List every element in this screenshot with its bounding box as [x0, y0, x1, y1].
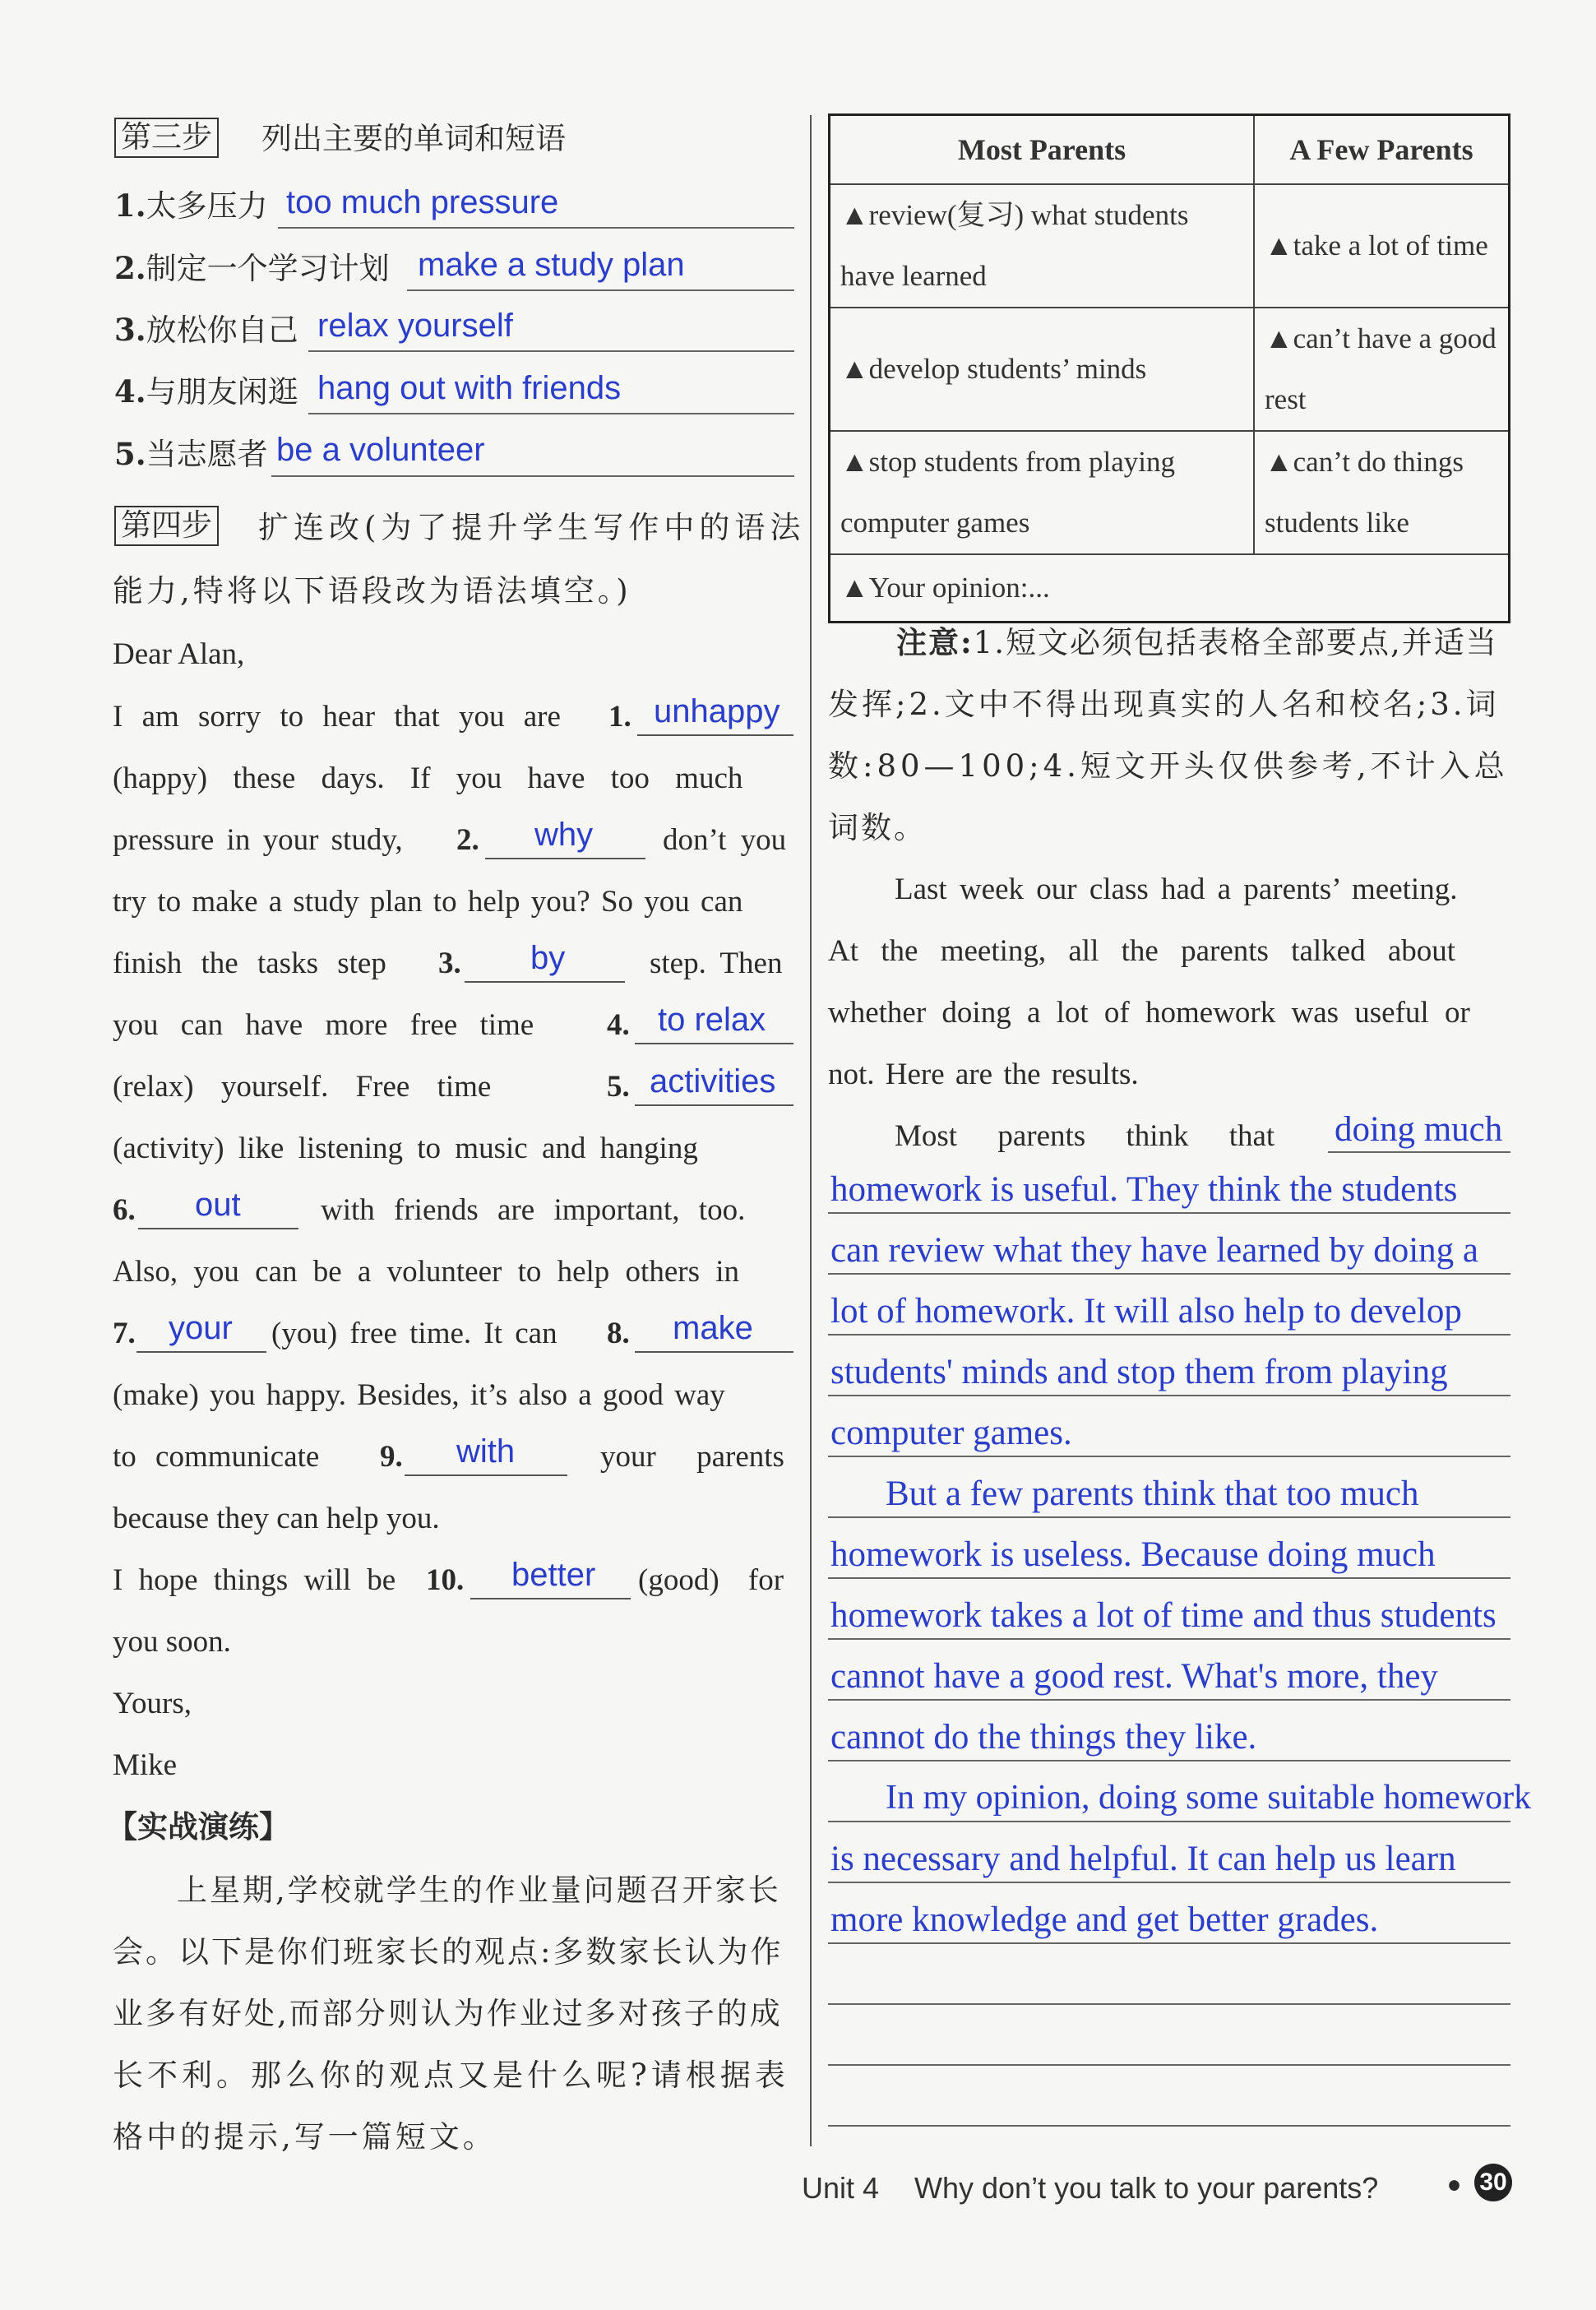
- writing-line: [828, 1212, 1510, 1214]
- essay-answer-line: In my opinion, doing some suitable homework: [886, 1779, 1532, 1817]
- step4-title-line1: 扩连改(为了提升学生写作中的语法: [258, 510, 806, 545]
- phrase-item-2: 2.制定一个学习计划: [114, 250, 390, 286]
- table-header-row: [830, 115, 1510, 185]
- phrase-answer-4: hang out with friends: [317, 370, 622, 406]
- essay-start-line: whether doing a lot of homework was useful or: [828, 996, 1470, 1030]
- letter-line: I hope things will be: [113, 1563, 396, 1597]
- writing-line: [828, 1942, 1510, 1944]
- table-cell: ▲take a lot of time: [1254, 184, 1510, 308]
- letter-closing: Yours,: [113, 1687, 192, 1720]
- phrase-item-4: 4.与朋友闲逛: [114, 373, 298, 410]
- blank-number: 2.: [456, 823, 479, 857]
- blank-number: 5.: [607, 1070, 630, 1104]
- step4-label: 第四步: [114, 506, 219, 546]
- phrase-answer-3: relax yourself: [317, 308, 513, 344]
- blank-line: [138, 1228, 298, 1229]
- letter-greeting: Dear Alan,: [113, 637, 245, 671]
- writing-line: [828, 2064, 1510, 2066]
- blank-line: [635, 1351, 793, 1353]
- letter-line: don’t you: [663, 823, 787, 857]
- table-cell: ▲can’t do things students like: [1254, 431, 1510, 554]
- blank-answer: unhappy: [654, 693, 780, 729]
- answer-line: [308, 413, 794, 414]
- phrase-item-3: 3.放松你自己: [114, 312, 298, 348]
- blank-line: [635, 1104, 793, 1106]
- essay-answer-line: homework is useful. They think the students: [830, 1170, 1458, 1209]
- table-row: [830, 308, 1510, 431]
- table-footer-row: [830, 554, 1510, 622]
- table-row: [830, 431, 1510, 554]
- essay-answer-line: is necessary and helpful. It can help us learn: [830, 1840, 1456, 1878]
- writing-line: [828, 1516, 1510, 1518]
- letter-line: (happy) these days. If you have too much: [113, 762, 743, 795]
- blank-answer: why: [534, 817, 594, 853]
- writing-line: [828, 1456, 1510, 1457]
- practice-line: 格中的提示,写一篇短文。: [113, 2119, 497, 2155]
- blank-answer: by: [530, 940, 566, 976]
- blank-number: 3.: [438, 947, 461, 980]
- letter-line: to communicate: [113, 1440, 320, 1474]
- blank-answer: better: [511, 1557, 596, 1593]
- practice-heading: 【实战演练】: [107, 1808, 289, 1845]
- writing-line: [828, 2003, 1510, 2005]
- blank-number: 4.: [607, 1008, 630, 1042]
- phrase-answer-1: too much pressure: [286, 184, 559, 220]
- essay-start-line: At the meeting, all the parents talked about: [828, 934, 1456, 968]
- blank-line: [405, 1474, 567, 1476]
- blank-line: [470, 1598, 631, 1599]
- answer-line: [271, 475, 794, 477]
- letter-line: (activity) like listening to music and hanging: [113, 1132, 698, 1165]
- answer-line: [308, 350, 794, 352]
- table-cell: ▲can’t have a good rest: [1254, 308, 1510, 431]
- writing-line: [828, 1821, 1510, 1822]
- practice-line: 长不利。那么你的观点又是什么呢?请根据表: [113, 2058, 789, 2093]
- letter-line: I am sorry to hear that you are: [113, 700, 561, 734]
- letter-line: try to make a study plan to help you? So you can: [113, 885, 743, 919]
- page-number: 30: [1474, 2164, 1512, 2201]
- writing-line: [828, 1760, 1510, 1761]
- writing-line: [828, 1882, 1510, 1883]
- letter-line: (relax) yourself. Free time: [113, 1070, 492, 1104]
- essay-answer-line: doing much: [1335, 1110, 1503, 1149]
- essay-start-line: Most parents think that: [895, 1119, 1275, 1153]
- phrase-answer-2: make a study plan: [418, 247, 685, 283]
- answer-line: [278, 227, 794, 229]
- letter-line: step. Then: [650, 947, 783, 980]
- blank-number: 6.: [113, 1193, 136, 1227]
- writing-line: [828, 1638, 1510, 1640]
- practice-line: 上星期,学校就学生的作业量问题召开家长: [177, 1873, 781, 1908]
- phrase-item-5: 5.当志愿者: [114, 436, 268, 472]
- blank-answer: your: [169, 1310, 233, 1346]
- blank-line: [136, 1351, 266, 1353]
- step3-title: 列出主要的单词和短语: [261, 121, 566, 156]
- table-header-most: Most Parents: [830, 115, 1255, 185]
- table-cell: ▲stop students from playing computer games: [830, 431, 1255, 554]
- notes-line: 词数。: [828, 810, 927, 845]
- essay-start-line: Last week our class had a parents’ meeting.: [895, 873, 1458, 906]
- step3-label: 第三步: [114, 118, 219, 158]
- writing-line: [828, 1334, 1510, 1336]
- table-footer: ▲Your opinion:...: [830, 554, 1510, 622]
- letter-line: (make) you happy. Besides, it’s also a good way: [113, 1378, 725, 1412]
- essay-answer-line: homework is useless. Because doing much: [830, 1535, 1436, 1574]
- essay-answer-line: can review what they have learned by doing a: [830, 1231, 1479, 1270]
- notes-line: 发挥;2.文中不得出现真实的人名和校名;3.词: [828, 687, 1500, 722]
- writing-line: [828, 1699, 1510, 1701]
- blank-line: [635, 1043, 793, 1044]
- writing-line: [1328, 1151, 1510, 1153]
- writing-line: [828, 1395, 1510, 1396]
- letter-line: with friends are important, too.: [321, 1193, 746, 1227]
- essay-answer-line: lot of homework. It will also help to develop: [830, 1292, 1462, 1331]
- letter-line: (you) free time. It can: [271, 1317, 557, 1350]
- blank-number: 10.: [426, 1563, 465, 1597]
- blank-answer: make: [673, 1310, 753, 1346]
- practice-line: 会。以下是你们班家长的观点:多数家长认为作: [113, 1934, 784, 1970]
- letter-signature: Mike: [113, 1748, 178, 1782]
- letter-line: pressure in your study,: [113, 823, 403, 857]
- essay-start-line: not. Here are the results.: [828, 1058, 1139, 1091]
- essay-answer-line: cannot have a good rest. What's more, they: [830, 1657, 1438, 1696]
- writing-line: [828, 1577, 1510, 1579]
- blank-line: [485, 858, 645, 859]
- essay-answer-line: cannot do the things they like.: [830, 1718, 1257, 1757]
- footer-unit: Unit 4: [802, 2171, 880, 2205]
- letter-line: because they can help you.: [113, 1502, 440, 1535]
- essay-answer-line: computer games.: [830, 1414, 1072, 1452]
- notes-line-1: 注意:1.短文必须包括表格全部要点,并适当: [896, 624, 1498, 660]
- notes-line: 数:80—100;4.短文开头仅供参考,不计入总: [828, 748, 1509, 784]
- blank-answer: activities: [650, 1063, 776, 1099]
- opinions-table: [828, 113, 1510, 623]
- letter-line: (good) for: [638, 1563, 784, 1597]
- blank-line: [637, 734, 793, 736]
- practice-line: 业多有好处,而部分则认为作业过多对孩子的成: [113, 1996, 783, 2031]
- step4-title-line2: 能力,特将以下语段改为语法填空。): [113, 573, 631, 609]
- essay-answer-line: more knowledge and get better grades.: [830, 1900, 1379, 1939]
- table-cell: ▲develop students’ minds: [830, 308, 1255, 431]
- footer-title: Why don’t you talk to your parents?: [914, 2171, 1379, 2205]
- phrase-answer-5: be a volunteer: [276, 432, 485, 468]
- blank-number: 9.: [380, 1440, 403, 1474]
- table-row: [830, 184, 1510, 308]
- essay-answer-line: But a few parents think that too much: [886, 1474, 1419, 1513]
- blank-answer: out: [195, 1187, 241, 1223]
- blank-number: 1.: [608, 700, 631, 734]
- letter-line: you soon.: [113, 1625, 231, 1659]
- letter-line: finish the tasks step: [113, 947, 386, 980]
- table-header-few: A Few Parents: [1254, 115, 1510, 185]
- letter-line: Also, you can be a volunteer to help others in: [113, 1255, 739, 1289]
- phrase-item-1: 1.太多压力: [114, 187, 268, 224]
- writing-line: [828, 2125, 1510, 2127]
- blank-line: [465, 981, 625, 983]
- blank-number: 7.: [113, 1317, 136, 1350]
- letter-line: your parents: [600, 1440, 784, 1474]
- table-cell: ▲review(复习) what students have learned: [830, 184, 1255, 308]
- footer-bullet: •: [1445, 2169, 1464, 2204]
- blank-answer: with: [456, 1433, 516, 1470]
- writing-line: [828, 1273, 1510, 1275]
- blank-number: 8.: [607, 1317, 630, 1350]
- answer-line: [407, 289, 794, 291]
- essay-answer-line: homework takes a lot of time and thus students: [830, 1596, 1497, 1635]
- column-divider: [810, 115, 812, 2146]
- essay-answer-line: students' minds and stop them from playing: [830, 1353, 1448, 1391]
- blank-answer: to relax: [658, 1002, 766, 1038]
- letter-line: you can have more free time: [113, 1008, 534, 1042]
